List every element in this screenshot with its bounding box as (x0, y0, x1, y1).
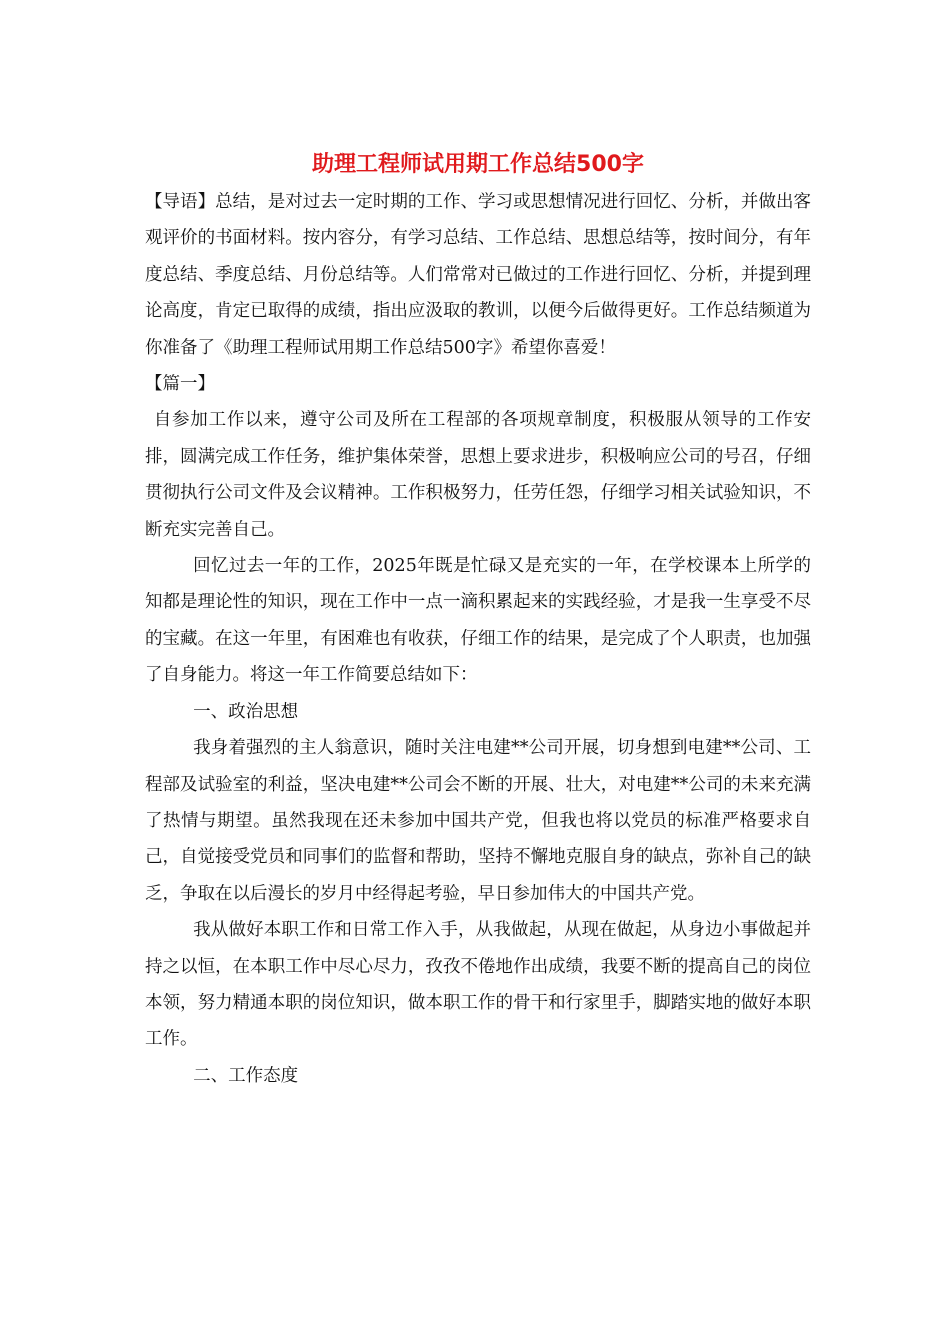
body-paragraph: 我身着强烈的主人翁意识，随时关注电建**公司开展，切身想到电建**公司、工程部及试验室的利益，坚决电建**公司会不断的开展、壮大，对电建**公司的未来充满了热情与期望。虽然我现在还未参加中国共产党，但我也将以党员的标准严格要求自己，自觉接受党员和同事们的监督和帮助，坚持不懈地克服自身的缺点，弥补自己的缺乏，争取在以后漫长的岁月中经得起考验，早日参加伟大的中国共产党。 (145, 738, 811, 904)
document-title: 助理工程师试用期工作总结500字 (312, 152, 644, 177)
intro-paragraph: 【导语】总结，是对过去一定时期的工作、学习或思想情况进行回忆、分析，并做出客观评价的书面材料。按内容分，有学习总结、工作总结、思想总结等，按时间分，有年度总结、季度总结、月份总结等。人们常常对已做过的工作进行回忆、分析，并提到理论高度，肯定已取得的成绩，指出应汲取的教训，以便今后做得更好。工作总结频道为你准备了《助理工程师试用期工作总结500字》希望你喜爱！ (145, 192, 811, 358)
section-heading-part-one: 【篇一】 (145, 374, 215, 395)
document-body (145, 150, 811, 1094)
body-paragraph: 回忆过去一年的工作，2025年既是忙碌又是充实的一年，在学校课本上所学的知都是理论性的知识，现在工作中一点一滴积累起来的实践经验，才是我一生享受不尽的宝藏。在这一年里，有困难也有收获，仔细工作的结果，是完成了个人职责，也加强了自身能力。将这一年工作简要总结如下： (145, 556, 811, 686)
subheading-political-thought: 一、政治思想 (193, 701, 299, 722)
body-paragraph: 自参加工作以来，遵守公司及所在工程部的各项规章制度，积极服从领导的工作安排，圆满完成工作任务，维护集体荣誉，思想上要求进步，积极响应公司的号召，仔细贯彻执行公司文件及会议精神。工作积极努力，任劳任怨，仔细学习相关试验知识，不断充实完善自己。 (145, 410, 811, 540)
body-paragraph: 我从做好本职工作和日常工作入手，从我做起，从现在做起，从身边小事做起并持之以恒，在本职工作中尽心尽力，孜孜不倦地作出成绩，我要不断的提高自己的岗位本领，努力精通本职的岗位知识，做本职工作的骨干和行家里手，脚踏实地的做好本职工作。 (145, 920, 811, 1050)
subheading-work-attitude: 二、工作态度 (193, 1065, 299, 1086)
